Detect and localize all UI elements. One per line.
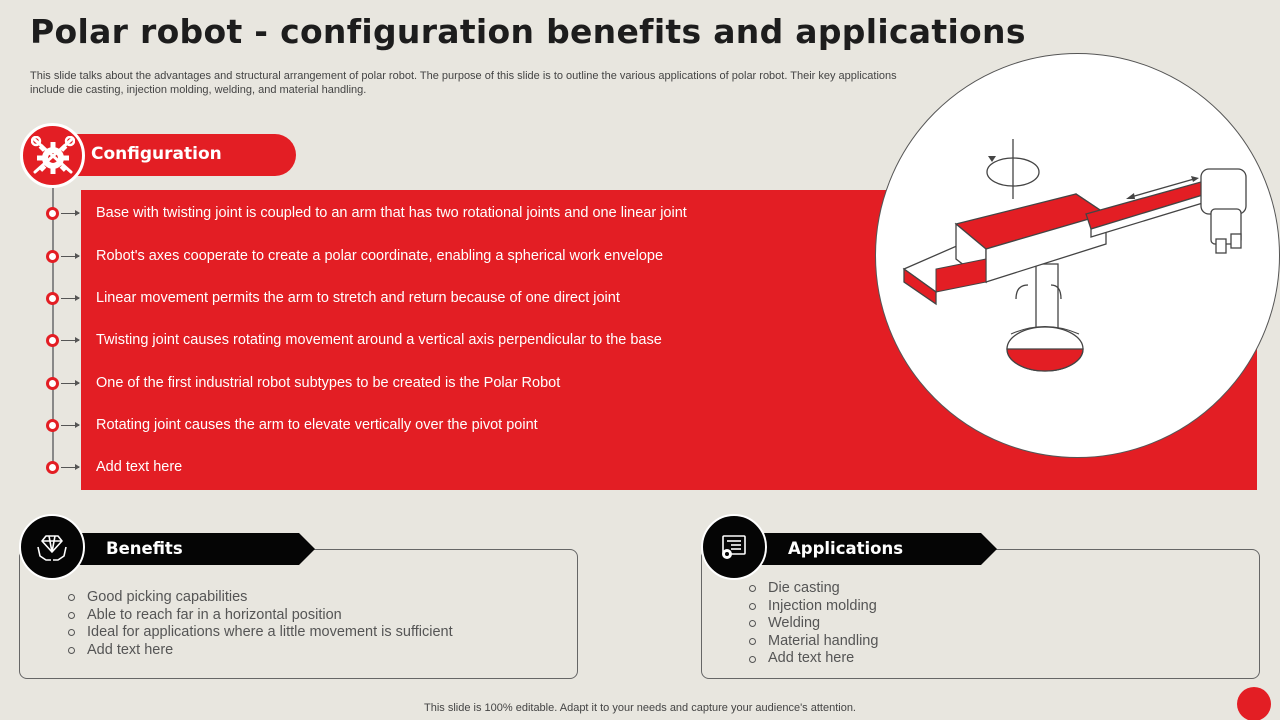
application-text: Material handling	[768, 632, 879, 649]
bullet-icon	[749, 656, 756, 663]
list-item	[68, 607, 453, 625]
configuration-item-text: Base with twisting joint is coupled to an arm that has two rotational joints and one linear joint	[96, 205, 687, 221]
configuration-label: Configuration	[91, 144, 222, 164]
configuration-item-text: One of the first industrial robot subtypes to be created is the Polar Robot	[96, 375, 561, 391]
polar-robot-illustration	[876, 54, 1280, 458]
benefits-list	[68, 589, 453, 659]
list-item	[46, 373, 561, 393]
timeline-dot	[46, 377, 59, 390]
bullet-icon	[749, 620, 756, 627]
timeline-dot	[46, 461, 59, 474]
list-item	[749, 615, 878, 633]
list-item	[749, 633, 878, 651]
configuration-item-text: Twisting joint causes rotating movement around a vertical axis perpendicular to the base	[96, 332, 662, 348]
list-item	[46, 246, 664, 266]
footer-note: This slide is 100% editable. Adapt it to your needs and capture your audience's attention.	[424, 702, 856, 714]
benefits-label: Benefits	[106, 539, 183, 558]
arrow-right-icon	[61, 298, 79, 299]
benefit-text: Ideal for applications where a little movement is sufficient	[87, 624, 453, 641]
configuration-item-text: Rotating joint causes the arm to elevate vertically over the pivot point	[96, 417, 538, 433]
page-title: Polar robot - configuration benefits and applications	[30, 12, 1026, 51]
list-item	[68, 642, 453, 660]
page-subtitle: This slide talks about the advantages and structural arrangement of polar robot. The purpose of this slide is to outline the various applications of polar robot. Their key applications include die casting, injection molding, welding, and material handling.	[30, 70, 897, 96]
robot-illustration-frame	[875, 53, 1280, 458]
list-item	[46, 288, 620, 308]
timeline-dot	[46, 419, 59, 432]
bullet-icon	[749, 638, 756, 645]
arrow-right-icon	[61, 256, 79, 257]
application-text: Welding	[768, 615, 821, 632]
list-item	[68, 624, 453, 642]
decorative-dot	[1237, 687, 1271, 720]
list-item	[749, 580, 878, 598]
list-item	[46, 457, 183, 477]
bullet-icon	[68, 594, 75, 601]
arrow-right-icon	[61, 383, 79, 384]
arrow-right-icon	[61, 425, 79, 426]
timeline-dot	[46, 334, 59, 347]
application-text: Die casting	[768, 580, 840, 596]
configuration-item-text: Add text here	[96, 459, 183, 475]
list-item	[46, 203, 687, 223]
arrow-right-icon	[61, 467, 79, 468]
timeline-dot	[46, 207, 59, 220]
list-item	[46, 415, 538, 435]
bullet-icon	[749, 603, 756, 610]
bullet-icon	[68, 647, 75, 654]
benefit-text: Add text here	[87, 641, 174, 658]
benefit-text: Good picking capabilities	[87, 589, 248, 605]
benefits-header	[52, 533, 315, 565]
arrow-right-icon	[61, 213, 79, 214]
arrow-right-icon	[61, 340, 79, 341]
bullet-icon	[68, 612, 75, 619]
list-item	[46, 330, 662, 350]
applications-list	[749, 580, 878, 668]
timeline-dot	[46, 292, 59, 305]
timeline-dot	[46, 250, 59, 263]
bullet-icon	[749, 585, 756, 592]
list-item	[749, 650, 878, 668]
list-item	[68, 589, 453, 607]
application-text: Injection molding	[768, 597, 877, 614]
gear-wrench-icon	[20, 123, 85, 188]
diamond-hands-icon	[19, 514, 85, 580]
configuration-item-text: Linear movement permits the arm to stretch and return because of one direct joint	[96, 290, 620, 306]
application-text: Add text here	[768, 650, 855, 667]
list-item	[749, 598, 878, 616]
bullet-icon	[68, 629, 75, 636]
certificate-gear-icon	[701, 514, 767, 580]
configuration-item-text: Robot's axes cooperate to create a polar coordinate, enabling a spherical work envelope	[96, 248, 664, 264]
benefit-text: Able to reach far in a horizontal position	[87, 606, 342, 623]
applications-label: Applications	[788, 539, 904, 558]
